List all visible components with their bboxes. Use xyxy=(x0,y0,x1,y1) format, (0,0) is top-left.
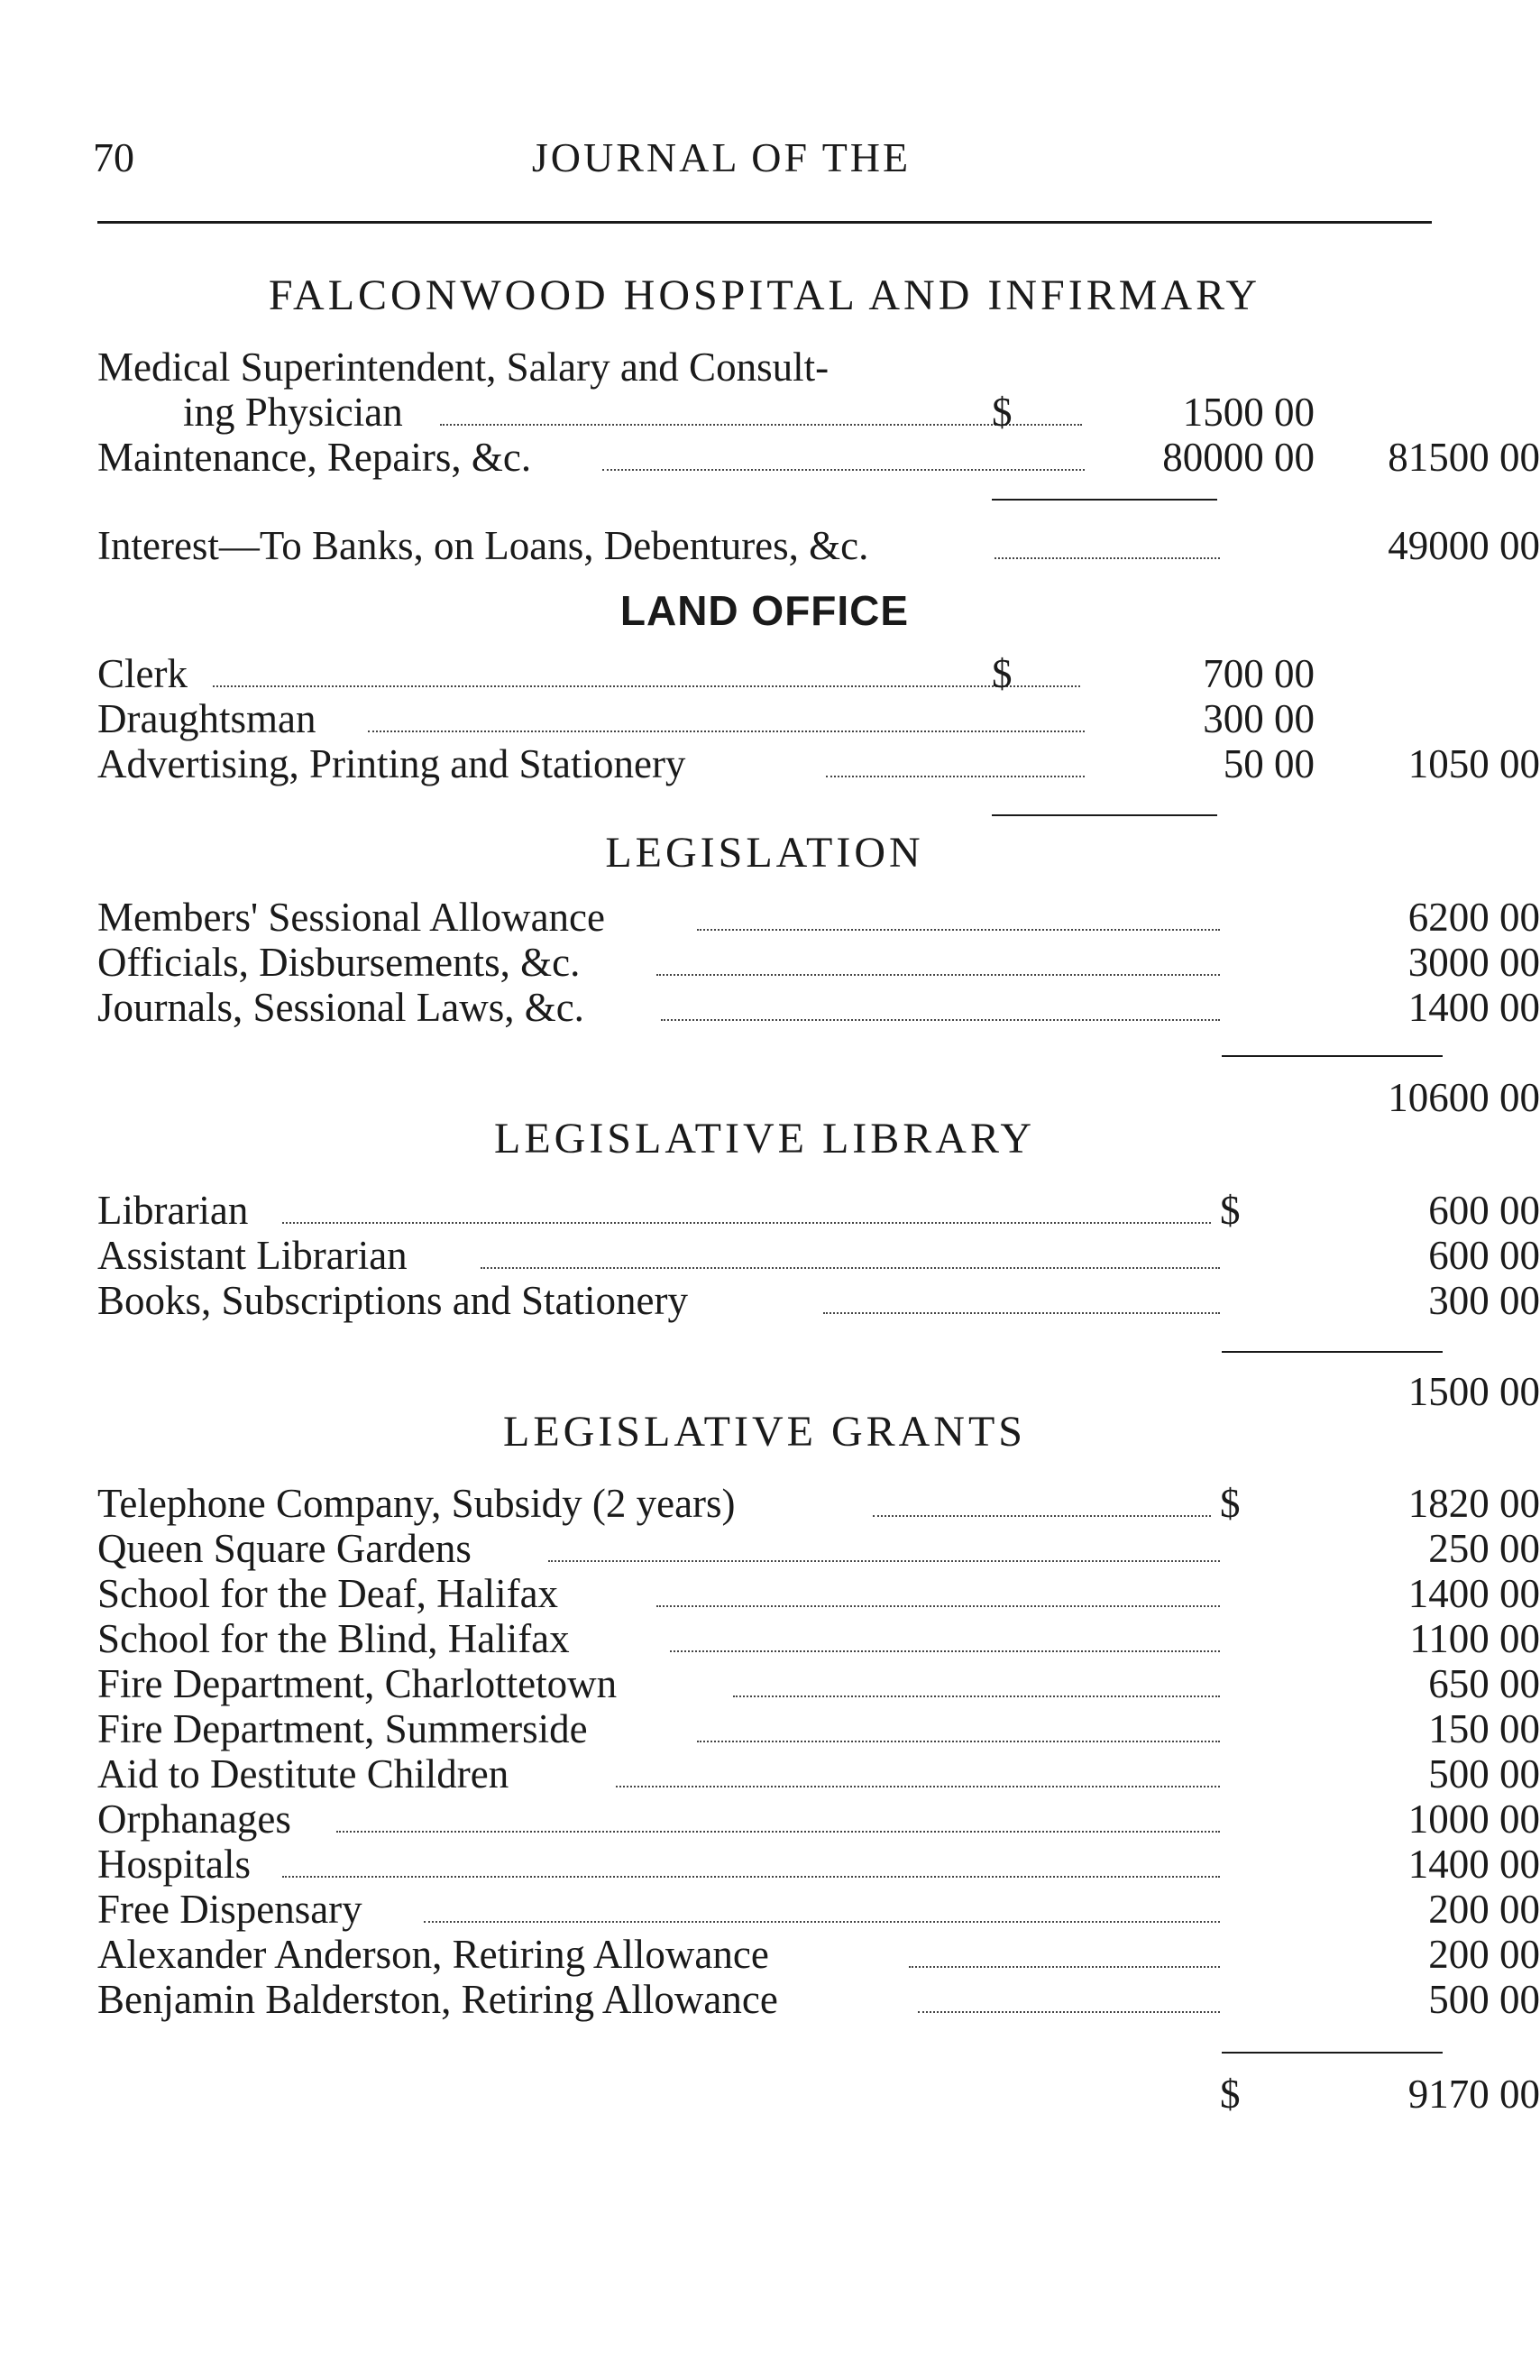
falconwood-item-amount: 1500 00 xyxy=(1182,390,1315,435)
library-item-label: Books, Subscriptions and Stationery xyxy=(97,1278,688,1323)
falconwood-line-1 xyxy=(97,345,1432,390)
grants-item-amount: 200 00 xyxy=(1428,1887,1540,1932)
grants-row xyxy=(97,1796,1540,1842)
falconwood-line-3 xyxy=(97,435,1540,480)
land-office-row xyxy=(97,651,1432,696)
grants-item-label: Telephone Company, Subsidy (2 years) xyxy=(97,1481,736,1526)
grants-item-label: Queen Square Gardens xyxy=(97,1526,472,1571)
interest-amount: 49000 00 xyxy=(1388,523,1540,568)
dot-leader xyxy=(602,469,1085,471)
land-office-item-amount: 700 00 xyxy=(1203,651,1315,696)
grants-item-label: School for the Deaf, Halifax xyxy=(97,1571,559,1616)
grants-row xyxy=(97,1571,1540,1616)
sum-rule xyxy=(1222,1351,1443,1353)
grants-item-amount: 200 00 xyxy=(1428,1932,1540,1977)
grants-total-row xyxy=(97,2072,1540,2117)
dot-leader xyxy=(213,685,1080,687)
library-row xyxy=(97,1278,1540,1323)
land-office-item-amount: 50 00 xyxy=(1223,741,1315,786)
grants-item-amount: 500 00 xyxy=(1428,1977,1540,2022)
grants-row xyxy=(97,1751,1540,1796)
grants-row xyxy=(97,1616,1540,1661)
grants-row xyxy=(97,1481,1540,1526)
grants-item-label: Fire Department, Summerside xyxy=(97,1706,588,1751)
section-title-land-office: LAND OFFICE xyxy=(619,587,910,634)
legislation-row xyxy=(97,895,1540,940)
grants-item-amount: 1400 00 xyxy=(1407,1842,1540,1887)
dot-leader xyxy=(733,1695,1220,1697)
section-title-legislation: LEGISLATION xyxy=(605,829,924,877)
grants-row xyxy=(97,1526,1540,1571)
library-total: 1500 00 xyxy=(1407,1369,1540,1414)
dollar-sign: $ xyxy=(1220,2072,1241,2117)
legislation-item-amount: 6200 00 xyxy=(1407,895,1540,940)
dollar-sign: $ xyxy=(992,390,1013,435)
land-office-item-label: Clerk xyxy=(97,651,188,696)
dot-leader xyxy=(424,1921,1220,1923)
dot-leader xyxy=(282,1876,1220,1878)
library-item-amount: 600 00 xyxy=(1428,1188,1540,1233)
library-row xyxy=(97,1188,1540,1233)
land-office-row xyxy=(97,696,1432,741)
dot-leader xyxy=(336,1831,1220,1833)
dot-leader xyxy=(697,929,1220,931)
section-title-legislative-grants: LEGISLATIVE GRANTS xyxy=(503,1408,1026,1456)
dollar-sign: $ xyxy=(992,651,1013,696)
falconwood-item-amount: 80000 00 xyxy=(1162,435,1315,480)
dot-leader xyxy=(282,1222,1211,1224)
dollar-sign: $ xyxy=(1220,1481,1241,1526)
section-title-legislative-library: LEGISLATIVE LIBRARY xyxy=(494,1115,1035,1162)
land-office-item-label: Draughtsman xyxy=(97,696,316,741)
grants-item-label: Hospitals xyxy=(97,1842,252,1887)
grants-row xyxy=(97,1977,1540,2022)
grants-item-label: Alexander Anderson, Retiring Allowance xyxy=(97,1932,769,1977)
land-office-total: 1050 00 xyxy=(1407,741,1540,786)
library-item-amount: 600 00 xyxy=(1428,1233,1540,1278)
dot-leader xyxy=(670,1650,1220,1652)
grants-item-amount: 250 00 xyxy=(1428,1526,1540,1571)
grants-item-label: Free Dispensary xyxy=(97,1887,362,1932)
dot-leader xyxy=(909,1966,1220,1968)
grants-row xyxy=(97,1932,1540,1977)
grants-item-amount: 1000 00 xyxy=(1407,1796,1540,1842)
legislation-item-label: Journals, Sessional Laws, &c. xyxy=(97,985,584,1030)
legislation-item-amount: 3000 00 xyxy=(1407,940,1540,985)
falconwood-line-2 xyxy=(97,390,1432,435)
legislation-total: 10600 00 xyxy=(1388,1075,1540,1120)
dot-leader xyxy=(368,731,1085,732)
grants-total: 9170 00 xyxy=(1407,2072,1540,2117)
sum-rule xyxy=(992,499,1217,501)
interest-row xyxy=(97,523,1540,568)
falconwood-item-label: Maintenance, Repairs, &c. xyxy=(97,435,532,480)
dot-leader xyxy=(440,424,1082,426)
land-office-item-label: Advertising, Printing and Stationery xyxy=(97,741,686,786)
dot-leader xyxy=(995,557,1220,559)
sum-rule xyxy=(1222,2052,1443,2054)
dot-leader xyxy=(656,974,1220,976)
library-item-amount: 300 00 xyxy=(1428,1278,1540,1323)
library-item-label: Librarian xyxy=(97,1188,249,1233)
grants-item-amount: 1820 00 xyxy=(1407,1481,1540,1526)
grants-item-label: Benjamin Balderston, Retiring Allowance xyxy=(97,1977,778,2022)
journal-title: JOURNAL OF THE xyxy=(531,134,912,180)
land-office-item-amount: 300 00 xyxy=(1203,696,1315,741)
interest-label: Interest—To Banks, on Loans, Debentures, &c. xyxy=(97,523,869,568)
grants-row xyxy=(97,1706,1540,1751)
dot-leader xyxy=(918,2011,1220,2013)
grants-item-label: Orphanages xyxy=(97,1796,291,1842)
land-office-row xyxy=(97,741,1540,786)
grants-item-amount: 150 00 xyxy=(1428,1706,1540,1751)
library-item-label: Assistant Librarian xyxy=(97,1233,408,1278)
dot-leader xyxy=(656,1605,1220,1607)
sum-rule xyxy=(1222,1055,1443,1057)
dot-leader xyxy=(616,1786,1220,1787)
grants-item-amount: 500 00 xyxy=(1428,1751,1540,1796)
grants-item-amount: 650 00 xyxy=(1428,1661,1540,1706)
legislation-row xyxy=(97,985,1540,1030)
grants-item-amount: 1100 00 xyxy=(1409,1616,1540,1661)
dollar-sign: $ xyxy=(1220,1188,1241,1233)
grants-row xyxy=(97,1887,1540,1932)
page-number: 70 xyxy=(93,134,134,180)
section-title-falconwood: FALCONWOOD HOSPITAL AND INFIRMARY xyxy=(268,271,1261,319)
legislation-row xyxy=(97,940,1540,985)
sum-rule xyxy=(992,814,1217,816)
legislation-item-label: Officials, Disbursements, &c. xyxy=(97,940,581,985)
grants-item-amount: 1400 00 xyxy=(1407,1571,1540,1616)
dot-leader xyxy=(661,1019,1220,1021)
dot-leader xyxy=(873,1515,1211,1517)
falconwood-item-label: Medical Superintendent, Salary and Consult- xyxy=(97,345,830,390)
grants-item-label: Fire Department, Charlottetown xyxy=(97,1661,618,1706)
running-head xyxy=(0,133,1510,197)
dot-leader xyxy=(481,1267,1220,1269)
legislation-item-label: Members' Sessional Allowance xyxy=(97,895,606,940)
library-row xyxy=(97,1233,1540,1278)
dot-leader xyxy=(823,1312,1220,1314)
falconwood-item-label: ing Physician xyxy=(183,390,403,435)
header-rule xyxy=(97,221,1432,224)
dot-leader xyxy=(697,1741,1220,1742)
falconwood-total: 81500 00 xyxy=(1388,435,1540,480)
grants-row xyxy=(97,1842,1540,1887)
dot-leader xyxy=(548,1560,1220,1562)
grants-row xyxy=(97,1661,1540,1706)
grants-item-label: School for the Blind, Halifax xyxy=(97,1616,570,1661)
legislation-item-amount: 1400 00 xyxy=(1407,985,1540,1030)
grants-item-label: Aid to Destitute Children xyxy=(97,1751,509,1796)
